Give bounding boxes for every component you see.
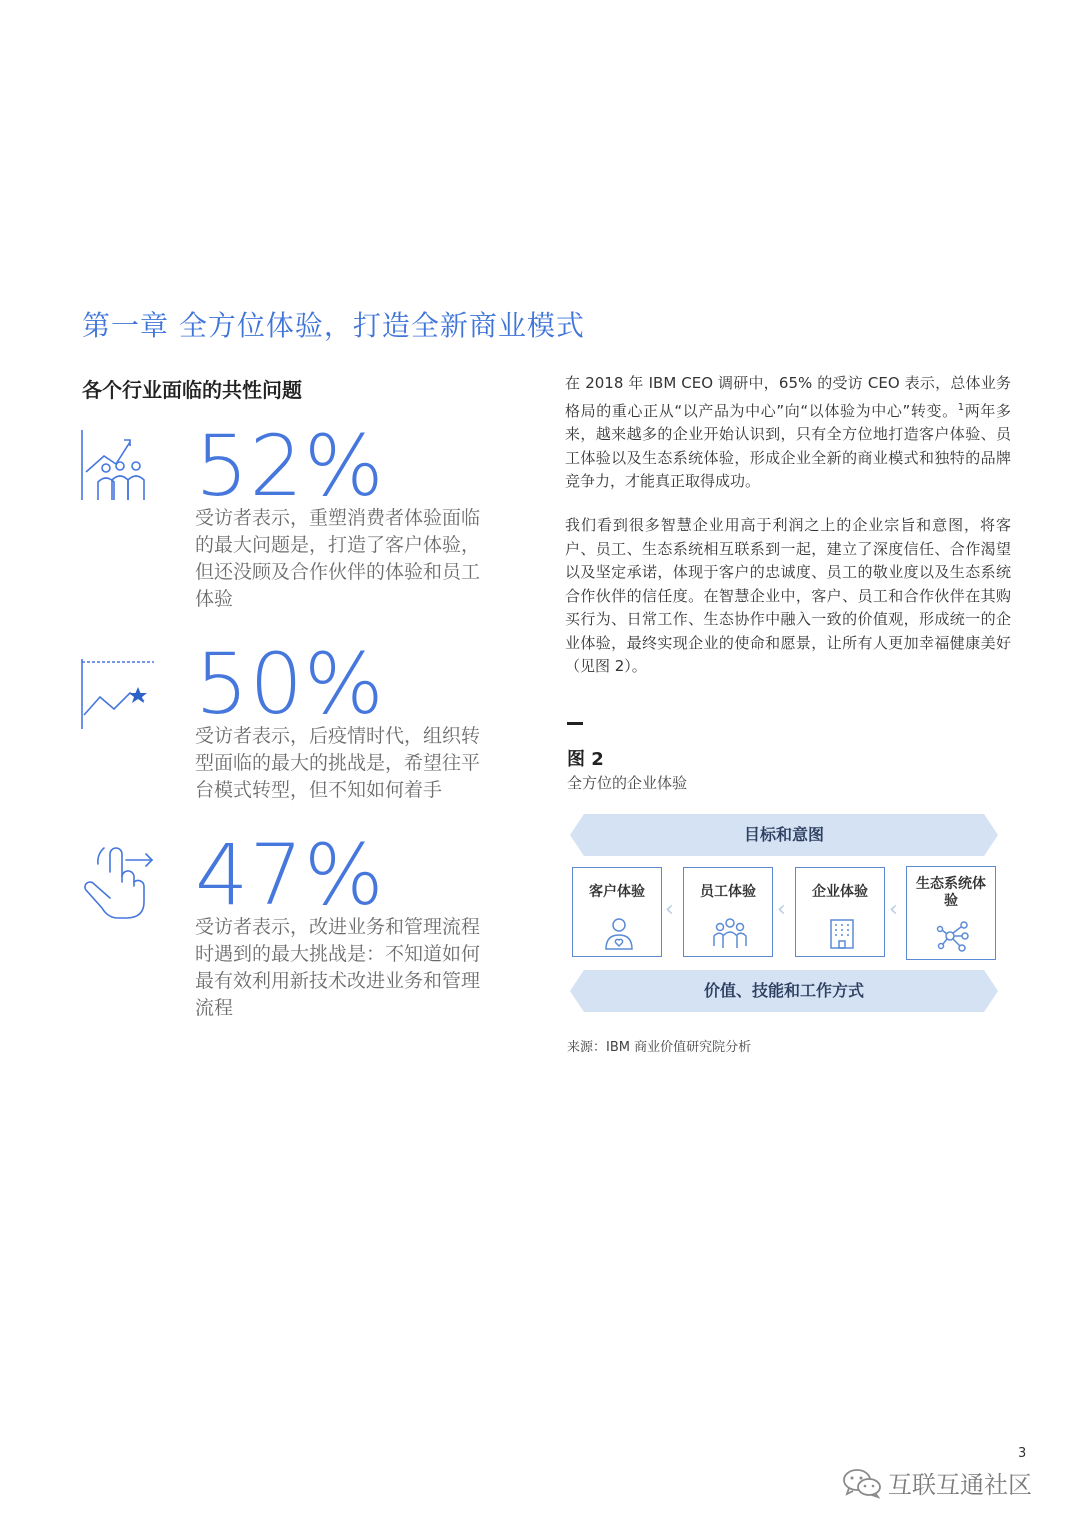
top-banner-label: 目标和意图	[743, 825, 824, 844]
chevron-left-icon: ‹	[777, 897, 786, 922]
wechat-icon	[842, 1467, 882, 1499]
body-paragraph: 我们看到很多智慧企业用高于利润之上的企业宗旨和意图，将客户、员工、生态系统相互联系到一起，建立了深度信任、合作渴望以及坚定承诺，体现于客户的忠诚度、员工的敬业度以及生态系统合作伙伴的信任度。在智慧企业中，客户、员工和合作伙伴在其购买行为、日常工作、生态协作中融入一致的价值观，形成统一的企业体验，最终实现企业的使命和愿景，让所有人更加幸福健康美好（见图 2）。	[565, 516, 1011, 675]
intro-paragraph-rest: 两年多来，越来越多的企业开始认识到，只有全方位地打造客户体验、员工体验以及生态系统体验，形成企业全新的商业模式和独特的品牌竞争力，才能真正取得成功。	[565, 401, 1011, 490]
box-label: 客户体验	[589, 884, 645, 900]
intro-paragraph	[565, 372, 1011, 494]
watermark	[842, 1465, 1032, 1500]
top-banner	[570, 814, 998, 856]
box-label: 员工体验	[700, 884, 756, 900]
chart-star-icon	[80, 655, 156, 735]
chevron-left-icon: ‹	[889, 897, 898, 922]
stat-number-2: 50%	[195, 635, 385, 733]
box-enterprise-experience	[795, 867, 885, 957]
customer-icon	[602, 916, 636, 950]
network-icon	[936, 919, 970, 953]
hand-swipe-icon	[80, 842, 156, 922]
box-employee-experience	[683, 867, 773, 957]
stat-number-1: 52%	[195, 417, 385, 515]
stat-text-3: 受访者表示，改进业务和管理流程时遇到的最大挑战是：不知道如何最有效利用新技术改进业务和管理流程	[195, 916, 481, 1019]
box-label: 生态系统体验	[916, 876, 986, 909]
figure-dash	[567, 722, 583, 725]
chevron-left-icon: ‹	[665, 897, 674, 922]
chapter-title: 第一章 全方位体验，打造全新商业模式	[82, 309, 585, 342]
page-number: 3	[1018, 1446, 1027, 1461]
figure-source: 来源：IBM 商业价值研究院分析	[567, 1040, 752, 1055]
footnote-marker: 1	[957, 401, 965, 413]
employees-icon	[713, 916, 747, 950]
figure-number: 图 2	[567, 749, 604, 770]
watermark-text: 互联互通社区	[888, 1471, 1032, 1499]
box-label: 企业体验	[812, 884, 868, 900]
box-ecosystem-experience	[906, 866, 996, 960]
stat-text-2: 受访者表示，后疫情时代，组织转型面临的最大的挑战是，希望往平台模式转型，但不知如何着手	[195, 725, 481, 801]
stat-text-1: 受访者表示，重塑消费者体验面临的最大问题是，打造了客户体验，但还没顾及合作伙伴的体验和员工体验	[195, 507, 481, 610]
section-subtitle: 各个行业面临的共性问题	[82, 378, 302, 402]
figure-title: 全方位的企业体验	[567, 774, 688, 792]
building-icon	[825, 916, 859, 950]
bottom-banner-label: 价值、技能和工作方式	[703, 981, 864, 1000]
box-customer-experience	[572, 867, 662, 957]
growth-people-icon	[80, 428, 156, 508]
bottom-banner	[570, 970, 998, 1012]
intro-paragraph-main: 在 2018 年 IBM CEO 调研中，65% 的受访 CEO 表示，总体业务格局的重心正从“以产品为中心”向“以体验为中心”转变。	[565, 374, 1011, 420]
stat-number-3: 47%	[195, 826, 385, 924]
